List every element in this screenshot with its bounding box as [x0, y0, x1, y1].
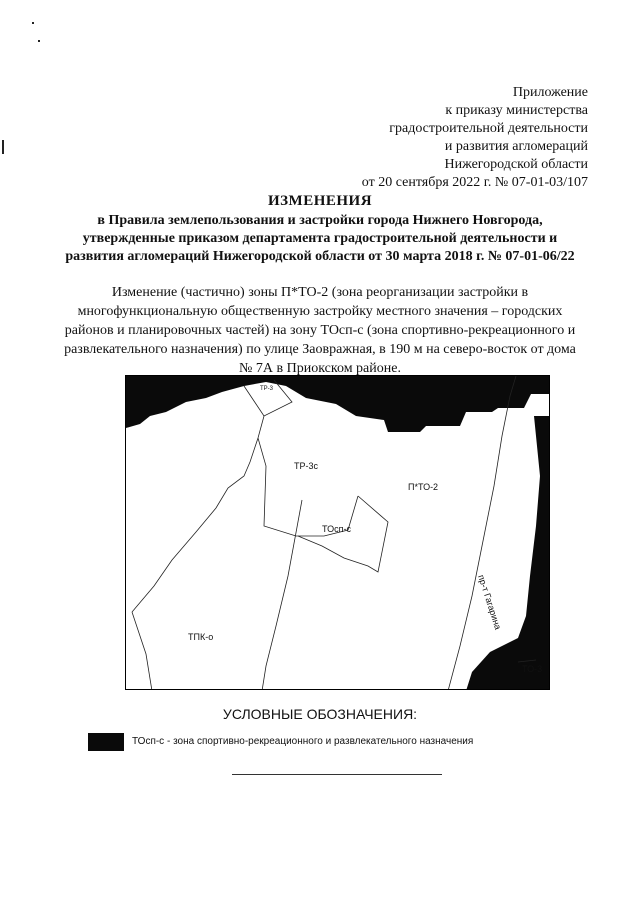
appendix-line: от 20 сентября 2022 г. № 07-01-03/107: [361, 175, 588, 190]
appendix-line: градостроительной деятельности: [389, 121, 588, 136]
scan-mark: [2, 140, 4, 154]
zone-label-tr3-top: ТР-3: [260, 386, 274, 392]
appendix-line: к приказу министерства: [445, 103, 588, 118]
zone-label-tpk: ТПК-о: [188, 632, 214, 642]
change-description: [40, 283, 600, 378]
scan-mark: [38, 40, 40, 42]
zone-label-tr3c: ТР-3с: [294, 461, 319, 471]
zone-label-to3: ТО-3: [522, 664, 543, 674]
appendix-line: Нижегородской области: [444, 157, 588, 172]
appendix-block: [268, 84, 588, 192]
document-subtitle: [30, 212, 610, 266]
description-line: Изменение (частично) зоны П*ТО-2 (зона реорганизации застройки в: [111, 285, 529, 300]
street-label: пр-т Гагарина: [476, 573, 504, 631]
legend-title: УСЛОВНЫЕ ОБОЗНАЧЕНИЯ:: [222, 706, 418, 722]
description-line: многофункциональную общественную застройку местного значения – городских: [77, 304, 563, 319]
zone-label-tosp: ТОсп-с: [322, 524, 351, 534]
subtitle-line: развития агломераций Нижегородской области от 30 марта 2018 г. № 07-01-06/22: [65, 249, 575, 264]
description-line: развлекательного назначения) по улице Заовражная, в 190 м на северо-восток от дома: [64, 342, 576, 357]
subtitle-line: в Правила землепользования и застройки города Нижнего Новгорода,: [97, 213, 543, 228]
legend-swatch: [88, 733, 124, 751]
subtitle-line: утвержденные приказом департамента градостроительной деятельности и: [82, 231, 558, 246]
description-line: № 7А в Приокском районе.: [239, 361, 401, 376]
divider-line: [232, 774, 442, 775]
zone-label-pto2: П*ТО-2: [408, 482, 439, 492]
zoning-map: [125, 375, 550, 690]
legend-entry: ТОсп-с - зона спортивно-рекреационного и развлекательного назначения: [132, 736, 474, 747]
document-title: ИЗМЕНЕНИЯ: [267, 193, 373, 209]
zoning-map-drawing: [126, 376, 550, 690]
appendix-line: Приложение: [512, 85, 588, 100]
appendix-line: и развития агломераций: [444, 139, 588, 154]
scan-mark: [32, 22, 34, 24]
description-line: районов и планировочных частей) на зону ТОсп-с (зона спортивно-рекреационного и: [64, 323, 576, 338]
